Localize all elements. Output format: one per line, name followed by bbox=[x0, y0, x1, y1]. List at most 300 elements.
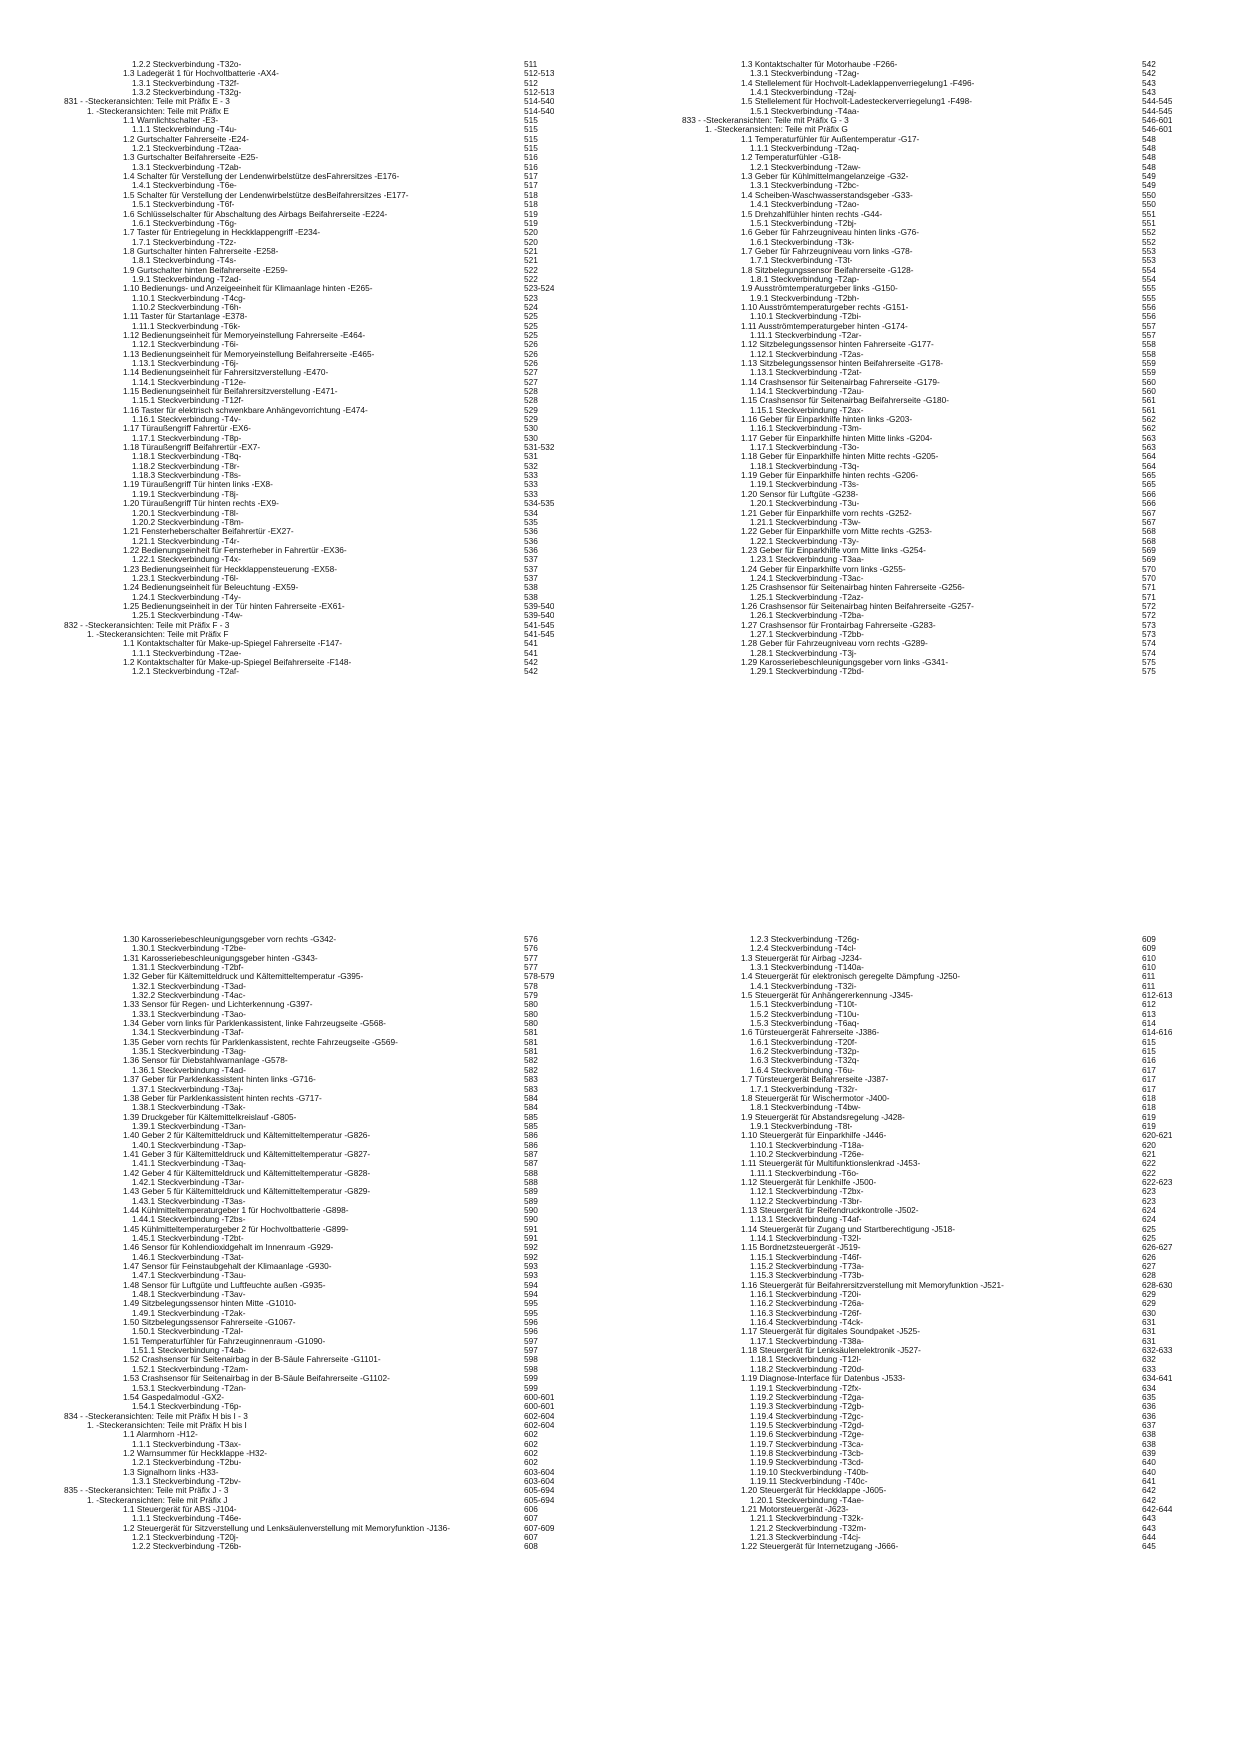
toc-entry-page: 571 bbox=[1142, 582, 1156, 593]
toc-entry-page: 616 bbox=[1142, 1055, 1156, 1066]
toc-entry-page: 565 bbox=[1142, 479, 1156, 490]
toc-entry-title: 1.10 Steuergerät für Einparkhilfe -J446- bbox=[741, 1130, 887, 1141]
toc-entry-page: 617 bbox=[1142, 1083, 1156, 1094]
toc-entry-title: 1.14.1 Steckverbindung -T12e- bbox=[132, 376, 246, 387]
toc-entry-title: 1.23 Bedienungseinheit für Heckklappensteuerung -EX58- bbox=[123, 563, 338, 574]
toc-entry-title: 1.19.3 Steckverbindung -T2gb- bbox=[750, 1401, 864, 1412]
toc-entry-page: 518 bbox=[524, 199, 538, 210]
toc-entry-page: 515 bbox=[524, 133, 538, 144]
toc-entry-page: 582 bbox=[524, 1064, 538, 1075]
toc-entry-title: 1.16.1 Steckverbindung -T20i- bbox=[750, 1289, 862, 1300]
toc-entry-page: 603-604 bbox=[524, 1475, 554, 1486]
toc-entry-title: 1.11 Steuergerät für Multifunktionslenkrad -J453- bbox=[741, 1158, 921, 1169]
toc-panel-top-left bbox=[64, 60, 554, 840]
toc-entry-title: 1.16 Taster für elektrisch schwenkbare Anhängevorrichtung -E474- bbox=[123, 404, 368, 415]
toc-entry-title: 1.22.1 Steckverbindung -T3y- bbox=[750, 535, 859, 546]
toc-entry-title: 1.28 Geber für Fahrzeugniveau vorn rechts -G289- bbox=[741, 638, 928, 649]
toc-entry-page: 585 bbox=[524, 1120, 538, 1131]
toc-entry-page: 602 bbox=[524, 1429, 538, 1440]
toc-entry-title: 1.48.1 Steckverbindung -T3av- bbox=[132, 1289, 246, 1300]
toc-entry-page: 573 bbox=[1142, 628, 1156, 639]
toc-entry-page: 520 bbox=[524, 236, 538, 247]
toc-entry-title: 1.12.1 Steckverbindung -T6i- bbox=[132, 339, 239, 350]
toc-entry-page: 580 bbox=[524, 1008, 538, 1019]
toc-entry-title: 1. -Steckeransichten: Teile mit Präfix E bbox=[87, 105, 229, 116]
toc-entry-title: 1.2 Gurtschalter Fahrerseite -E24- bbox=[123, 133, 249, 144]
toc-entry-title: 1.21.2 Steckverbindung -T32m- bbox=[750, 1522, 867, 1533]
toc-entry-title: 1.9.1 Steckverbindung -T2bh- bbox=[750, 292, 860, 303]
toc-entry-page: 595 bbox=[524, 1298, 538, 1309]
toc-entry-page: 560 bbox=[1142, 386, 1156, 397]
toc-entry-title: 1.9 Gurtschalter hinten Beifahrerseite -E259- bbox=[123, 264, 288, 275]
toc-entry-page: 577 bbox=[524, 962, 538, 973]
toc-entry-title: 1.12.1 Steckverbindung -T2as- bbox=[750, 348, 864, 359]
toc-entry-page: 554 bbox=[1142, 273, 1156, 284]
toc-entry-title: 1.19.1 Steckverbindung -T2fx- bbox=[750, 1382, 862, 1393]
toc-entry-title: 1.24.1 Steckverbindung -T3ac- bbox=[750, 572, 864, 583]
toc-entry-page: 608 bbox=[524, 1541, 538, 1552]
toc-entry-title: 1.26.1 Steckverbindung -T2ba- bbox=[750, 610, 864, 621]
toc-entry-title: 1.19 Türaußengriff Tür hinten links -EX8- bbox=[123, 479, 273, 490]
toc-entry-title: 1.13.1 Steckverbindung -T4af- bbox=[750, 1214, 862, 1225]
toc-entry-page: 562 bbox=[1142, 423, 1156, 434]
toc-entry-page: 603-604 bbox=[524, 1466, 554, 1477]
toc-entry-title: 1.31.1 Steckverbindung -T2bf- bbox=[132, 962, 244, 973]
toc-entry-page: 522 bbox=[524, 273, 538, 284]
toc-entry-page: 564 bbox=[1142, 451, 1156, 462]
toc-entry-title: 1.9.1 Steckverbindung -T8t- bbox=[750, 1120, 853, 1131]
toc-entry-title: 1.2.1 Steckverbindung -T2af- bbox=[132, 666, 239, 677]
toc-entry-page: 602 bbox=[524, 1438, 538, 1449]
toc-entry-page: 642 bbox=[1142, 1494, 1156, 1505]
toc-entry-title: 1.53.1 Steckverbindung -T2an- bbox=[132, 1382, 246, 1393]
toc-entry-page: 641 bbox=[1142, 1475, 1156, 1486]
toc-entry-page: 593 bbox=[524, 1261, 538, 1272]
toc-entry-page: 584 bbox=[524, 1092, 538, 1103]
toc-entry-title: 1.2.3 Steckverbindung -T26g- bbox=[750, 935, 860, 944]
toc-entry-title: 1.16.4 Steckverbindung -T4ck- bbox=[750, 1317, 863, 1328]
toc-entry-page: 530 bbox=[524, 432, 538, 443]
toc-entry-page: 599 bbox=[524, 1373, 538, 1384]
toc-entry-title: 1.10.1 Steckverbindung -T2bi- bbox=[750, 311, 862, 322]
toc-entry-page: 576 bbox=[524, 943, 538, 954]
toc-entry-title: 1.37.1 Steckverbindung -T3aj- bbox=[132, 1083, 244, 1094]
toc-entry-title: 1.20 Steuergerät für Heckklappe -J605- bbox=[741, 1485, 887, 1496]
toc-entry-title: 1.8.1 Steckverbindung -T4bw- bbox=[750, 1102, 861, 1113]
toc-entry-title: 1.19.1 Steckverbindung -T8j- bbox=[132, 488, 239, 499]
toc-entry-page: 632-633 bbox=[1142, 1345, 1172, 1356]
toc-entry-page: 557 bbox=[1142, 329, 1156, 340]
toc-entry-page: 633 bbox=[1142, 1363, 1156, 1374]
toc-entry-page: 538 bbox=[524, 582, 538, 593]
toc-entry-page: 574 bbox=[1142, 638, 1156, 649]
toc-entry-page: 614 bbox=[1142, 1018, 1156, 1029]
toc-entry-page: 526 bbox=[524, 339, 538, 350]
toc-entry-page: 618 bbox=[1142, 1092, 1156, 1103]
toc-entry-page: 602 bbox=[524, 1457, 538, 1468]
toc-entry-page: 548 bbox=[1142, 161, 1156, 172]
toc-entry-title: 1.11.1 Steckverbindung -T2ar- bbox=[750, 329, 862, 340]
toc-entry-title: 1.5.1 Steckverbindung -T6f- bbox=[132, 199, 235, 210]
toc-entry-page: 552 bbox=[1142, 236, 1156, 247]
toc-entry-page: 519 bbox=[524, 217, 538, 228]
toc-entry-title: 1.18 Steuergerät für Lenksäulenelektronik -J527- bbox=[741, 1345, 921, 1356]
toc-entry-title: 1.10.1 Steckverbindung -T18a- bbox=[750, 1139, 864, 1150]
toc-entry-page: 539-540 bbox=[524, 610, 554, 621]
toc-entry-page: 534 bbox=[524, 507, 538, 518]
toc-entry-page: 597 bbox=[524, 1335, 538, 1346]
toc-entry-title: 1.15.1 Steckverbindung -T12f- bbox=[132, 395, 244, 406]
toc-entry-page: 556 bbox=[1142, 301, 1156, 312]
toc-entry bbox=[64, 667, 554, 676]
toc-entry-title: 1.22 Bedienungseinheit für Fensterheber in Fahrertür -EX36- bbox=[123, 544, 347, 555]
toc-entry-page: 566 bbox=[1142, 488, 1156, 499]
toc-entry-page: 518 bbox=[524, 189, 538, 200]
toc-entry-page: 595 bbox=[524, 1307, 538, 1318]
toc-entry-page: 559 bbox=[1142, 367, 1156, 378]
toc-entry-page: 614-616 bbox=[1142, 1027, 1172, 1038]
toc-entry-title: 1.24 Geber für Einparkhilfe vorn links -G255- bbox=[741, 563, 906, 574]
toc-entry-page: 622 bbox=[1142, 1167, 1156, 1178]
toc-entry-page: 631 bbox=[1142, 1317, 1156, 1328]
toc-entry-title: 831 - -Steckeransichten: Teile mit Präfix E - 3 bbox=[64, 96, 230, 107]
toc-entry-title: 1.26 Crashsensor für Seitenairbag hinten Beifahrerseite -G257- bbox=[741, 600, 974, 611]
toc-entry-page: 548 bbox=[1142, 143, 1156, 154]
toc-entry-page: 639 bbox=[1142, 1447, 1156, 1458]
toc-entry-title: 1.14.1 Steckverbindung -T32l- bbox=[750, 1233, 862, 1243]
toc-entry-title: 1.15 Bordnetzsteuergerät -J519- bbox=[741, 1242, 861, 1253]
toc-entry-page: 629 bbox=[1142, 1298, 1156, 1309]
toc-entry-title: 1.3 Ladegerät 1 für Hochvoltbatterie -AX4- bbox=[123, 68, 279, 79]
toc-entry-page: 537 bbox=[524, 563, 538, 574]
toc-entry-title: 1.6 Schlüsselschalter für Abschaltung des Airbags Beifahrerseite -E224- bbox=[123, 208, 388, 219]
toc-entry-page: 619 bbox=[1142, 1120, 1156, 1131]
toc-entry-page: 609 bbox=[1142, 935, 1156, 944]
toc-entry-title: 1.1 Temperaturfühler für Außentemperatur -G17- bbox=[741, 133, 920, 144]
toc-entry-title: 1.40.1 Steckverbindung -T3ap- bbox=[132, 1139, 246, 1150]
toc-entry-title: 1.24.1 Steckverbindung -T4y- bbox=[132, 591, 241, 602]
toc-entry-title: 1.2 Steuergerät für Sitzverstellung und Lenksäulenverstellung mit Memoryfunktion -J136- bbox=[123, 1522, 450, 1533]
toc-entry-title: 1.17.1 Steckverbindung -T3o- bbox=[750, 442, 860, 453]
toc-panel-top-right bbox=[682, 60, 1172, 840]
toc-entry-title: 1.31 Karosseriebeschleunigungsgeber hinten -G343- bbox=[123, 952, 318, 963]
toc-entry-page: 569 bbox=[1142, 544, 1156, 555]
toc-entry-page: 620-621 bbox=[1142, 1130, 1172, 1141]
toc-entry-title: 1.10.1 Steckverbindung -T4cg- bbox=[132, 292, 246, 303]
toc-entry-title: 1.11.1 Steckverbindung -T6o- bbox=[750, 1167, 859, 1178]
toc-entry-page: 634-641 bbox=[1142, 1373, 1172, 1384]
toc-entry-page: 543 bbox=[1142, 87, 1156, 98]
toc-entry-page: 577 bbox=[524, 952, 538, 963]
toc-entry-page: 556 bbox=[1142, 311, 1156, 322]
toc-entry-page: 591 bbox=[524, 1233, 538, 1243]
toc-entry-page: 622 bbox=[1142, 1158, 1156, 1169]
toc-entry-page: 607 bbox=[524, 1513, 538, 1524]
toc-entry-title: 1.9 Steuergerät für Abstandsregelung -J428- bbox=[741, 1111, 905, 1122]
toc-entry-title: 1.41.1 Steckverbindung -T3aq- bbox=[132, 1158, 246, 1169]
toc-entry-title: 1.2.1 Steckverbindung -T20j- bbox=[132, 1532, 239, 1542]
toc-entry-title: 1.10.2 Steckverbindung -T6h- bbox=[132, 301, 242, 312]
toc-entry-title: 1.16.3 Steckverbindung -T26f- bbox=[750, 1307, 862, 1318]
toc-entry-page: 511 bbox=[524, 60, 538, 69]
toc-entry-page: 516 bbox=[524, 152, 538, 163]
toc-entry-title: 833 - -Steckeransichten: Teile mit Präfix G - 3 bbox=[682, 115, 849, 126]
toc-entry-title: 1.2.1 Steckverbindung -T2bu- bbox=[132, 1457, 242, 1468]
toc-entry-title: 1.4 Stellelement für Hochvolt-Ladeklappenverriegelung1 -F496- bbox=[741, 77, 975, 88]
toc-entry-title: 1.49.1 Steckverbindung -T2ak- bbox=[132, 1307, 246, 1318]
toc-entry-title: 1.20 Türaußengriff Tür hinten rechts -EX9- bbox=[123, 498, 279, 509]
toc-entry-page: 548 bbox=[1142, 152, 1156, 163]
toc-entry-title: 1.21.1 Steckverbindung -T3w- bbox=[750, 516, 861, 527]
toc-entry-page: 541 bbox=[524, 647, 538, 658]
toc-entry-page: 638 bbox=[1142, 1438, 1156, 1449]
toc-entry-title: 1.13 Bedienungseinheit für Memoryeinstellung Beifahrerseite -E465- bbox=[123, 348, 375, 359]
toc-entry-title: 1.3 Signalhorn links -H33- bbox=[123, 1466, 219, 1477]
toc-entry-title: 1.22 Steuergerät für Internetzugang -J666- bbox=[741, 1541, 899, 1552]
toc-entry-page: 620 bbox=[1142, 1139, 1156, 1150]
toc-entry-title: 1.32.2 Steckverbindung -T4ac- bbox=[132, 990, 246, 1001]
toc-entry-page: 536 bbox=[524, 544, 538, 555]
toc-entry-title: 1. -Steckeransichten: Teile mit Präfix H bis I bbox=[87, 1419, 247, 1430]
toc-entry-title: 1.5 Schalter für Verstellung der Lendenwirbelstütze desBeifahrersitzes -E177- bbox=[123, 189, 409, 200]
toc-entry-title: 1.19.6 Steckverbindung -T2ge- bbox=[750, 1429, 864, 1440]
toc-entry-title: 835 - -Steckeransichten: Teile mit Präfix J - 3 bbox=[64, 1485, 229, 1496]
toc-entry-title: 1.10 Ausströmtemperaturgeber rechts -G151- bbox=[741, 301, 909, 312]
toc-entry-title: 1.12 Bedienungseinheit für Memoryeinstellung Fahrerseite -E464- bbox=[123, 329, 366, 340]
toc-entry-page: 605-694 bbox=[524, 1494, 554, 1505]
toc-entry-page: 542 bbox=[524, 666, 538, 677]
toc-entry-title: 1.6.3 Steckverbindung -T32q- bbox=[750, 1055, 860, 1066]
toc-entry-title: 1.13 Steuergerät für Reifendruckkontrolle -J502- bbox=[741, 1204, 919, 1215]
toc-entry-title: 1.45.1 Steckverbindung -T2bt- bbox=[132, 1233, 244, 1243]
toc-entry-title: 1.14 Crashsensor für Seitenairbag Fahrerseite -G179- bbox=[741, 376, 940, 387]
toc-entry-title: 1.3.2 Steckverbindung -T32g- bbox=[132, 87, 242, 98]
toc-entry-title: 1.20 Sensor für Luftgüte -G238- bbox=[741, 488, 859, 499]
toc-entry-page: 535 bbox=[524, 516, 538, 527]
toc-entry-page: 552 bbox=[1142, 227, 1156, 238]
toc-entry-title: 1.36 Sensor für Diebstahlwarnanlage -G578- bbox=[123, 1055, 288, 1066]
toc-entry-title: 1.2 Warnsummer für Heckklappe -H32- bbox=[123, 1447, 268, 1458]
toc-entry-page: 565 bbox=[1142, 470, 1156, 481]
toc-entry-title: 1.15.1 Steckverbindung -T46f- bbox=[750, 1251, 862, 1262]
toc-entry-page: 541 bbox=[524, 638, 538, 649]
toc-entry-page: 529 bbox=[524, 414, 538, 425]
toc-entry-title: 1.9.1 Steckverbindung -T2ad- bbox=[132, 273, 242, 284]
toc-entry-title: 1.19.2 Steckverbindung -T2ga- bbox=[750, 1391, 864, 1402]
toc-entry-page: 598 bbox=[524, 1354, 538, 1365]
toc-entry-title: 1.7 Geber für Fahrzeugniveau vorn links -G78- bbox=[741, 245, 913, 256]
toc-entry-title: 1.6.1 Steckverbindung -T6g- bbox=[132, 217, 237, 228]
toc-entry-title: 1.42 Geber 4 für Kältemitteldruck und Kältemitteltemperatur -G828- bbox=[123, 1167, 371, 1178]
toc-entry-page: 613 bbox=[1142, 1008, 1156, 1019]
toc-entry-page: 531-532 bbox=[524, 442, 554, 453]
toc-entry-title: 1.15.3 Steckverbindung -T73b- bbox=[750, 1270, 864, 1281]
toc-entry-title: 1.19.11 Steckverbindung -T40c- bbox=[750, 1475, 868, 1486]
toc-entry-title: 1.45 Kühlmitteltemperaturgeber 2 für Hochvoltbatterie -G899- bbox=[123, 1223, 349, 1234]
toc-entry-page: 551 bbox=[1142, 217, 1156, 228]
toc-entry-title: 1.21 Motorsteuergerät -J623- bbox=[741, 1503, 849, 1514]
toc-entry-page: 626-627 bbox=[1142, 1242, 1172, 1253]
toc-entry-title: 1.27 Crashsensor für Frontairbag Fahrerseite -G283- bbox=[741, 619, 936, 630]
toc-entry-page: 626 bbox=[1142, 1251, 1156, 1262]
toc-entry-page: 512-513 bbox=[524, 87, 554, 98]
toc-entry-title: 1.47.1 Steckverbindung -T3au- bbox=[132, 1270, 246, 1281]
toc-entry-title: 1.20.1 Steckverbindung -T8l- bbox=[132, 507, 239, 518]
toc-entry-title: 1.7.1 Steckverbindung -T3t- bbox=[750, 255, 853, 266]
toc-entry-page: 558 bbox=[1142, 339, 1156, 350]
toc-entry-page: 541-545 bbox=[524, 628, 554, 639]
toc-entry bbox=[682, 1542, 1172, 1551]
toc-entry-title: 1.5.2 Steckverbindung -T10u- bbox=[750, 1008, 860, 1019]
toc-entry-title: 1.4 Schalter für Verstellung der Lendenwirbelstütze desFahrersitzes -E176- bbox=[123, 171, 400, 182]
toc-entry-title: 1.18.1 Steckverbindung -T12l- bbox=[750, 1354, 862, 1365]
toc-entry-title: 1.19.7 Steckverbindung -T3ca- bbox=[750, 1438, 864, 1449]
toc-entry-title: 1.19.10 Steckverbindung -T40b- bbox=[750, 1466, 869, 1477]
toc-entry-title: 1.50.1 Steckverbindung -T2al- bbox=[132, 1326, 244, 1337]
toc-entry-page: 555 bbox=[1142, 283, 1156, 294]
toc-entry-page: 536 bbox=[524, 526, 538, 537]
toc-entry-title: 1.14.1 Steckverbindung -T2au- bbox=[750, 386, 864, 397]
toc-entry-page: 587 bbox=[524, 1158, 538, 1169]
toc-entry-page: 571 bbox=[1142, 591, 1156, 602]
toc-entry-page: 624 bbox=[1142, 1204, 1156, 1215]
toc-entry-title: 1.2 Temperaturfühler -G18- bbox=[741, 152, 841, 163]
toc-entry-page: 610 bbox=[1142, 952, 1156, 963]
toc-entry-page: 525 bbox=[524, 320, 538, 331]
toc-entry-title: 1.15.1 Steckverbindung -T2ax- bbox=[750, 404, 864, 415]
toc-entry-title: 1.3 Steuergerät für Airbag -J234- bbox=[741, 952, 862, 963]
toc-entry-page: 584 bbox=[524, 1102, 538, 1113]
toc-entry-title: 1.5.1 Steckverbindung -T10t- bbox=[750, 999, 857, 1010]
toc-entry-title: 1.18 Geber für Einparkhilfe hinten Mitte rechts -G205- bbox=[741, 451, 939, 462]
toc-entry-title: 1.27.1 Steckverbindung -T2bb- bbox=[750, 628, 864, 639]
toc-entry-title: 1.3.1 Steckverbindung -T140a- bbox=[750, 962, 864, 973]
toc-entry-page: 580 bbox=[524, 999, 538, 1010]
toc-entry-title: 1.23.1 Steckverbindung -T3aa- bbox=[750, 554, 864, 565]
toc-entry-page: 594 bbox=[524, 1289, 538, 1300]
toc-entry-title: 1.46 Sensor für Kohlendioxidgehalt im Innenraum -G929- bbox=[123, 1242, 334, 1253]
toc-entry-title: 1.51.1 Steckverbindung -T4ab- bbox=[132, 1345, 246, 1356]
toc-entry-page: 611 bbox=[1142, 971, 1156, 982]
toc-entry-title: 1.7.1 Steckverbindung -T32r- bbox=[750, 1083, 858, 1094]
toc-entry-page: 645 bbox=[1142, 1541, 1156, 1552]
toc-entry-title: 1.6.1 Steckverbindung -T3k- bbox=[750, 236, 855, 247]
toc-entry-title: 1.33.1 Steckverbindung -T3ao- bbox=[132, 1008, 246, 1019]
toc-entry-page: 578-579 bbox=[524, 971, 554, 982]
toc-entry-page: 550 bbox=[1142, 189, 1156, 200]
toc-entry-page: 617 bbox=[1142, 1074, 1156, 1085]
toc-entry-title: 1.5 Steuergerät für Anhängererkennung -J345- bbox=[741, 990, 914, 1001]
toc-entry-page: 593 bbox=[524, 1270, 538, 1281]
toc-entry-title: 1.4.1 Steckverbindung -T2aj- bbox=[750, 87, 857, 98]
toc-entry-title: 1.52 Crashsensor für Seitenairbag in der B-Säule Fahrerseite -G1101- bbox=[123, 1354, 381, 1365]
toc-entry-page: 590 bbox=[524, 1214, 538, 1225]
toc-entry-title: 1.8 Gurtschalter hinten Fahrerseite -E258- bbox=[123, 245, 279, 256]
toc-entry-title: 1.6 Türsteuergerät Fahrerseite -J386- bbox=[741, 1027, 880, 1038]
toc-entry-page: 588 bbox=[524, 1176, 538, 1187]
toc-entry-title: 1.4 Scheiben-Waschwasserstandsgeber -G33- bbox=[741, 189, 913, 200]
toc-entry-title: 1.3 Gurtschalter Beifahrerseite -E25- bbox=[123, 152, 259, 163]
toc-entry-page: 583 bbox=[524, 1083, 538, 1094]
toc-entry-page: 542 bbox=[1142, 68, 1156, 79]
toc-entry-page: 611 bbox=[1142, 980, 1156, 991]
toc-entry-page: 553 bbox=[1142, 245, 1156, 256]
toc-entry-title: 1.17.1 Steckverbindung -T8p- bbox=[132, 432, 242, 443]
toc-entry-page: 636 bbox=[1142, 1410, 1156, 1421]
toc-entry-page: 581 bbox=[524, 1027, 538, 1038]
toc-entry-title: 1.25 Crashsensor für Seitenairbag hinten Fahrerseite -G256- bbox=[741, 582, 965, 593]
toc-entry-page: 525 bbox=[524, 329, 538, 340]
toc-entry-page: 560 bbox=[1142, 376, 1156, 387]
toc-entry-page: 596 bbox=[524, 1326, 538, 1337]
toc-entry-title: 1.19 Diagnose-Interface für Datenbus -J533- bbox=[741, 1373, 906, 1384]
toc-entry-page: 539-540 bbox=[524, 600, 554, 611]
toc-entry-title: 1.9 Ausströmtemperaturgeber links -G150- bbox=[741, 283, 898, 294]
toc-entry-page: 526 bbox=[524, 348, 538, 359]
toc-entry-title: 1.46.1 Steckverbindung -T3at- bbox=[132, 1251, 244, 1262]
toc-entry-title: 1.13 Sitzbelegungssensor hinten Beifahrerseite -G178- bbox=[741, 358, 944, 368]
toc-entry-page: 634 bbox=[1142, 1382, 1156, 1393]
toc-entry-page: 605-694 bbox=[524, 1485, 554, 1496]
toc-entry-title: 1.3 Geber für Kühlmittelmangelanzeige -G32- bbox=[741, 171, 909, 182]
toc-entry-page: 542 bbox=[524, 657, 538, 667]
toc-entry-page: 538 bbox=[524, 591, 538, 602]
toc-entry-title: 1.3.1 Steckverbindung -T2bc- bbox=[750, 180, 859, 191]
toc-entry-title: 1.17 Türaußengriff Fahrertür -EX6- bbox=[123, 423, 251, 434]
toc-entry-title: 1.34.1 Steckverbindung -T3af- bbox=[132, 1027, 244, 1038]
toc-entry-page: 600-601 bbox=[524, 1401, 554, 1412]
toc-entry-title: 1.30.1 Steckverbindung -T2be- bbox=[132, 943, 246, 954]
toc-entry-title: 1. -Steckeransichten: Teile mit Präfix G bbox=[705, 124, 848, 135]
toc-entry-page: 523 bbox=[524, 292, 538, 303]
toc-entry-page: 522 bbox=[524, 264, 538, 275]
toc-entry-page: 607 bbox=[524, 1532, 538, 1542]
toc-entry-title: 1.8.1 Steckverbindung -T4s- bbox=[132, 255, 237, 266]
toc-entry-title: 1.17 Steuergerät für digitales Soundpaket -J525- bbox=[741, 1326, 920, 1337]
toc-entry-title: 1.11 Ausströmtemperaturgeber hinten -G174- bbox=[741, 320, 908, 331]
toc-entry-page: 638 bbox=[1142, 1429, 1156, 1440]
toc-entry-title: 1.14 Steuergerät für Zugang und Startberechtigung -J518- bbox=[741, 1223, 956, 1234]
toc-entry-title: 1.5.3 Steckverbindung -T6aq- bbox=[750, 1018, 860, 1029]
toc-entry-title: 1.18.3 Steckverbindung -T8s- bbox=[132, 470, 241, 481]
toc-entry-page: 544-545 bbox=[1142, 105, 1172, 116]
toc-entry-page: 531 bbox=[524, 451, 538, 462]
toc-entry-title: 1.12.2 Steckverbindung -T3br- bbox=[750, 1195, 863, 1206]
toc-entry-page: 602-604 bbox=[524, 1419, 554, 1430]
toc-entry-page: 615 bbox=[1142, 1036, 1156, 1047]
toc-entry-page: 643 bbox=[1142, 1522, 1156, 1533]
toc-entry-page: 581 bbox=[524, 1036, 538, 1047]
toc-entry-title: 1.14 Bedienungseinheit für Fahrersitzverstellung -E470- bbox=[123, 367, 329, 378]
toc-entry-page: 532 bbox=[524, 460, 538, 471]
toc-entry-page: 607-609 bbox=[524, 1522, 554, 1533]
toc-entry-page: 523-524 bbox=[524, 283, 554, 294]
toc-entry-title: 1.35.1 Steckverbindung -T3ag- bbox=[132, 1046, 246, 1057]
toc-entry-page: 642 bbox=[1142, 1485, 1156, 1496]
toc-entry-page: 515 bbox=[524, 124, 538, 135]
toc-entry-title: 1.7 Taster für Entriegelung in Heckklappengriff -E234- bbox=[123, 227, 321, 238]
toc-entry-page: 569 bbox=[1142, 554, 1156, 565]
toc-entry-page: 567 bbox=[1142, 507, 1156, 518]
toc-entry-title: 1.23.1 Steckverbindung -T6l- bbox=[132, 572, 239, 583]
toc-entry-title: 1.19.8 Steckverbindung -T3cb- bbox=[750, 1447, 864, 1458]
toc-entry-title: 1.19.1 Steckverbindung -T3s- bbox=[750, 479, 859, 490]
toc-entry bbox=[682, 667, 1172, 676]
toc-entry-title: 1.47 Sensor für Feinstaubgehalt der Klimaanlage -G930- bbox=[123, 1261, 332, 1272]
toc-entry-page: 643 bbox=[1142, 1513, 1156, 1524]
toc-entry-title: 1.15 Crashsensor für Seitenairbag Beifahrerseite -G180- bbox=[741, 395, 949, 406]
toc-entry-title: 1.7 Türsteuergerät Beifahrerseite -J387- bbox=[741, 1074, 889, 1085]
